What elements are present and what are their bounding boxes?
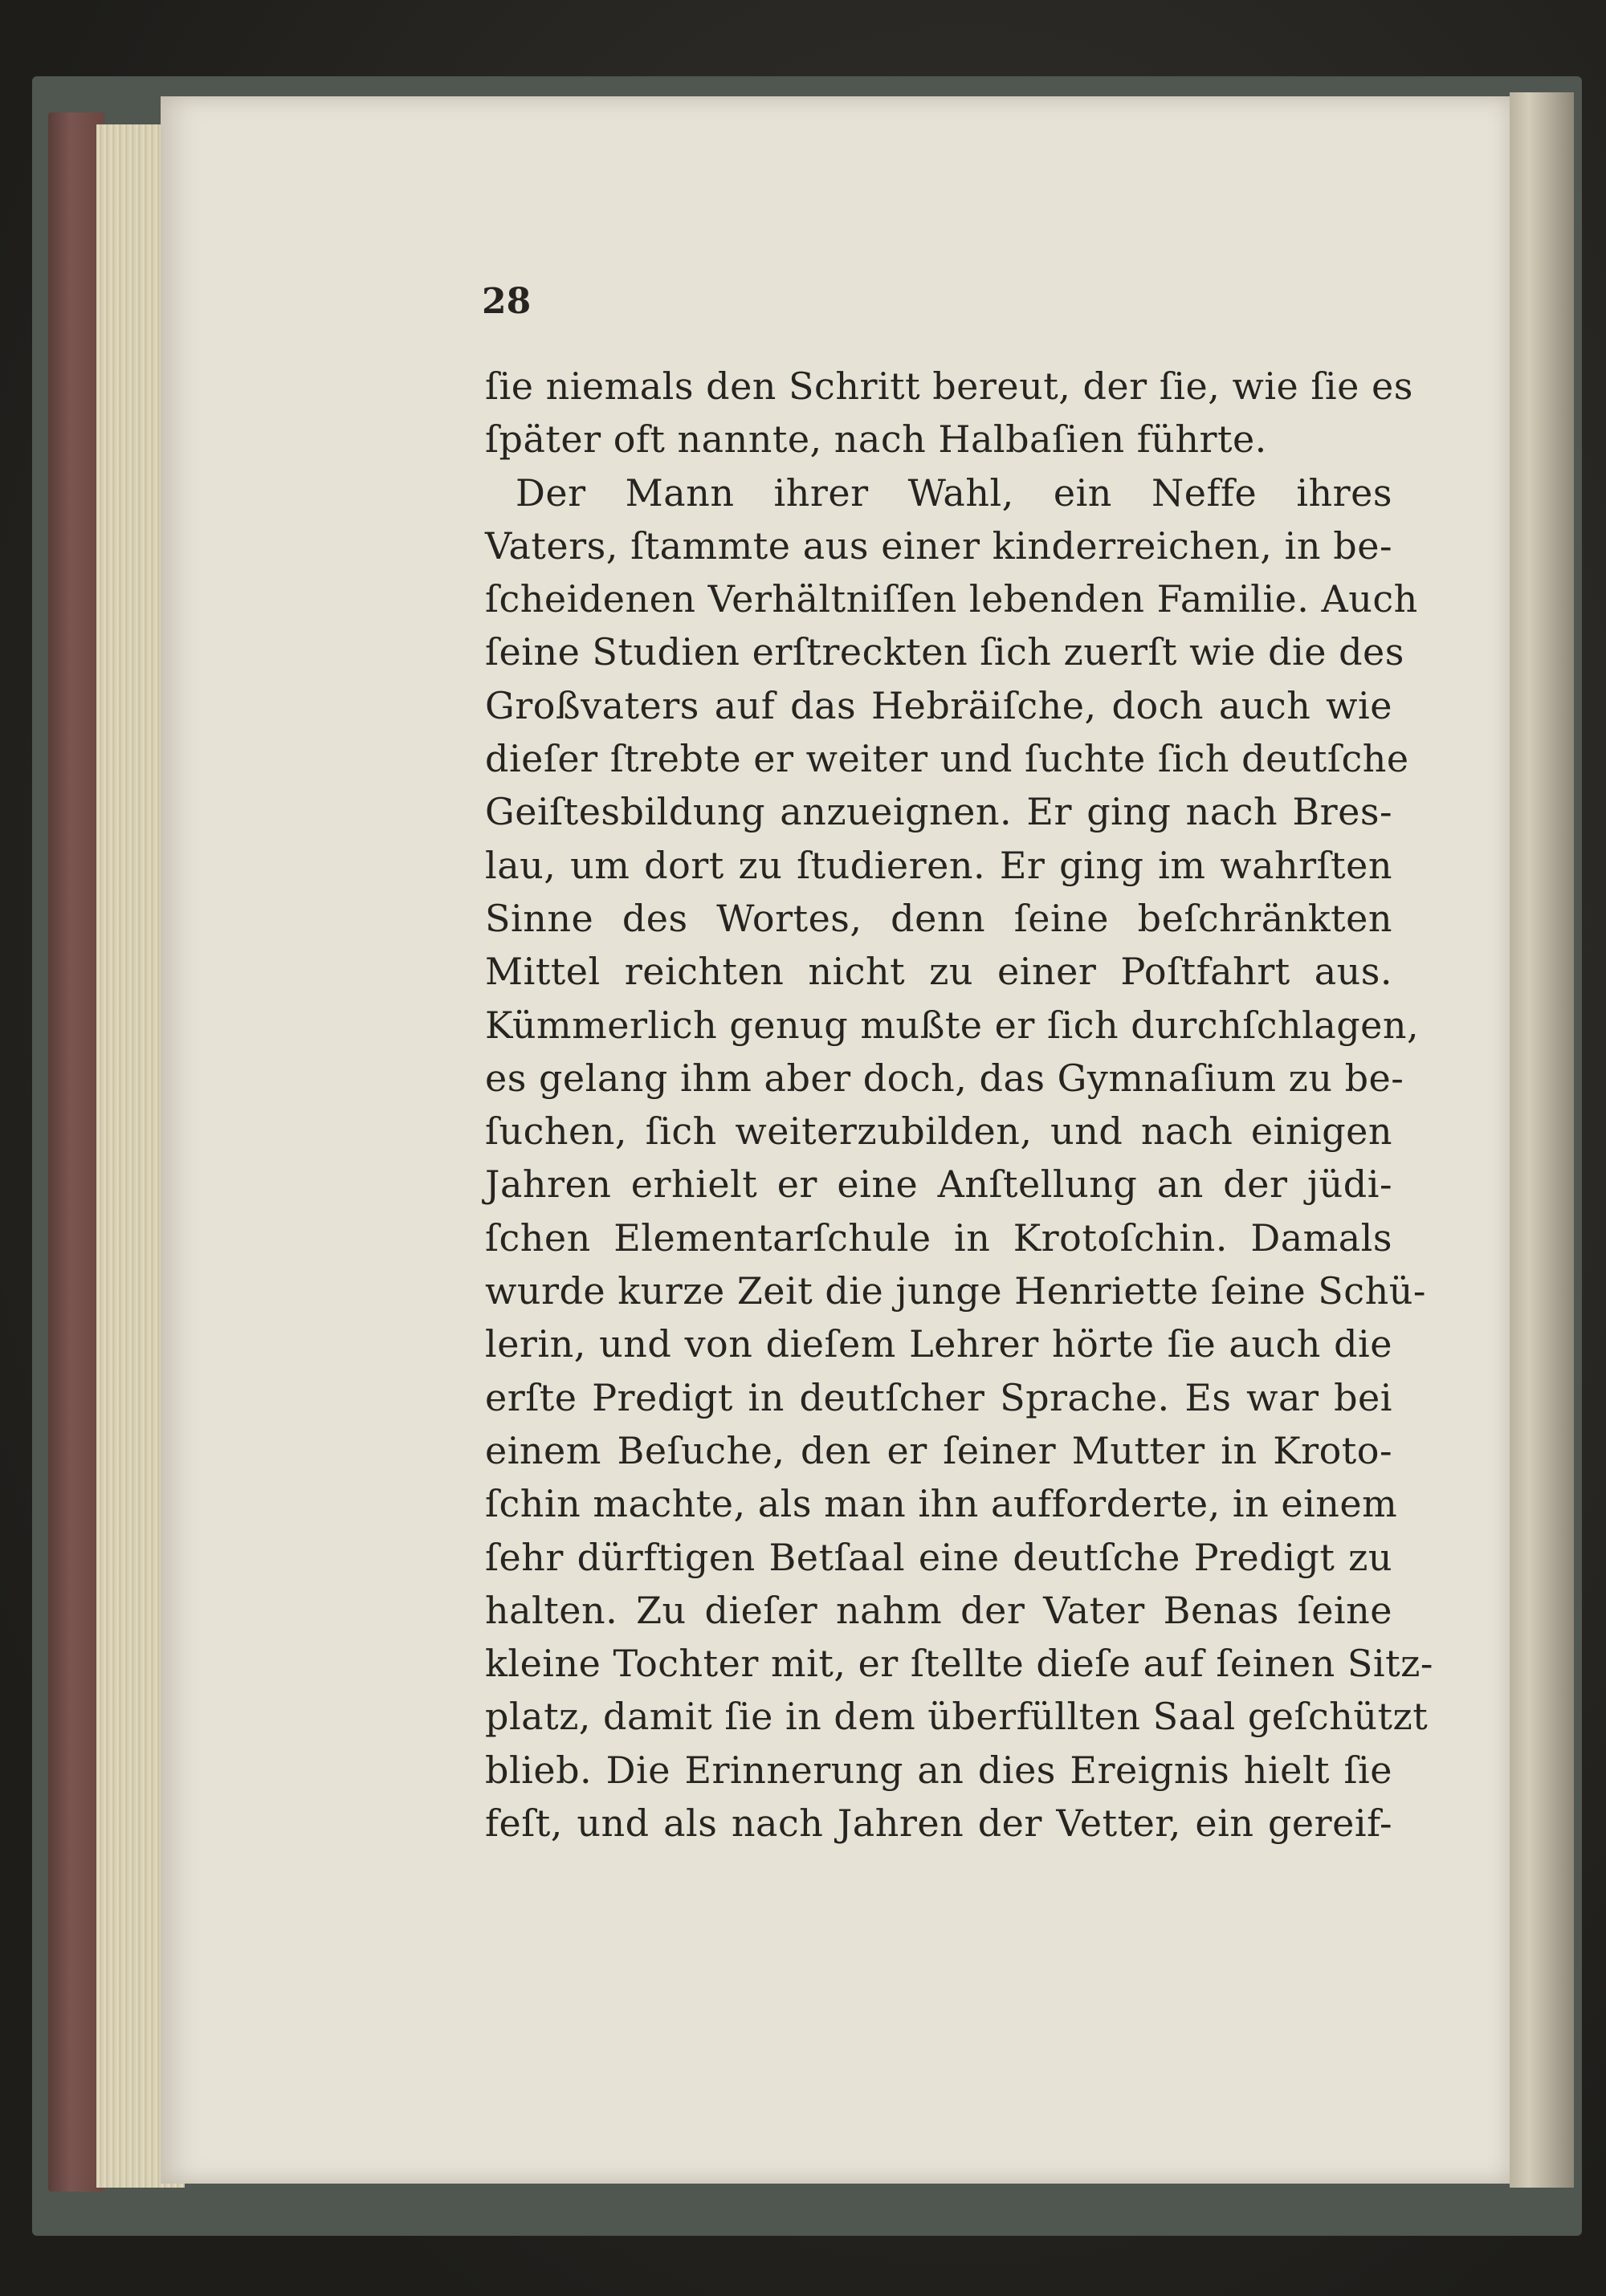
text-line: lau, um dort zu ſtudieren. Er ging im wahrſten: [485, 843, 1392, 887]
text-line: ſeine Studien erſtreckten ſich zuerſt wie die des: [485, 630, 1404, 674]
text-line: Geiſtesbildung anzueignen. Er ging nach Bres-: [485, 790, 1392, 834]
text-line: dieſer ſtrebte er weiter und ſuchte ſich deutſche: [485, 737, 1409, 781]
text-line: ſpäter oft nannte, nach Halbaſien führte.: [485, 417, 1267, 462]
text-line: kleine Tochter mit, er ſtellte dieſe auf ſeinen Sitz-: [485, 1642, 1433, 1686]
text-line: Kümmerlich genug mußte er ſich durchſchlagen,: [485, 1003, 1420, 1047]
text-line: Sinne des Wortes, denn ſeine beſchränkten: [485, 896, 1392, 940]
text-line: Der Mann ihrer Wahl, ein Neffe ihres: [516, 470, 1392, 515]
text-line: einem Beſuche, den er ſeiner Mutter in Kroto-: [485, 1428, 1392, 1472]
body-text: [485, 360, 1433, 1850]
text-line: ſcheidenen Verhältniſſen lebenden Familie. Auch: [485, 577, 1418, 621]
text-line: platz, damit ſie in dem überfüllten Saal geſchützt: [485, 1695, 1429, 1739]
text-line: Jahren erhielt er eine Anſtellung an der jüdi-: [485, 1162, 1392, 1207]
text-line: lerin, und von dieſem Lehrer hörte ſie auch die: [485, 1322, 1392, 1366]
text-line: erſte Predigt in deutſcher Sprache. Es war bei: [485, 1375, 1392, 1419]
text-line: ſuchen, ſich weiterzubilden, und nach einigen: [485, 1109, 1392, 1154]
text-line: wurde kurze Zeit die junge Henriette ſeine Schü-: [485, 1269, 1426, 1313]
text-line: ſchin machte, als man ihn aufforderte, in einem: [485, 1482, 1398, 1526]
text-line: ſchen Elementarſchule in Krotoſchin. Damals: [485, 1215, 1392, 1260]
text-line: Vaters, ſtammte aus einer kinderreichen, in be-: [485, 523, 1392, 568]
text-line: Mittel reichten nicht zu einer Poſtfahrt aus.: [485, 950, 1392, 994]
text-line: halten. Zu dieſer nahm der Vater Benas ſeine: [485, 1588, 1392, 1632]
text-line: feſt, und als nach Jahren der Vetter, ein gereif-: [485, 1801, 1392, 1846]
text-line: ſie niemals den Schritt bereut, der ſie, wie ſie es: [485, 364, 1413, 408]
text-line: Großvaters auf das Hebräiſche, doch auch wie: [485, 683, 1392, 727]
text-line: es gelang ihm aber doch, das Gymnaſium zu be-: [485, 1056, 1404, 1100]
binding-edge: [1510, 92, 1574, 2188]
text-line: ſehr dürftigen Betſaal eine deutſche Predigt zu: [485, 1535, 1392, 1579]
page-number: 28: [482, 281, 532, 322]
text-line: blieb. Die Erinnerung an dies Ereignis hielt ſie: [485, 1748, 1392, 1792]
